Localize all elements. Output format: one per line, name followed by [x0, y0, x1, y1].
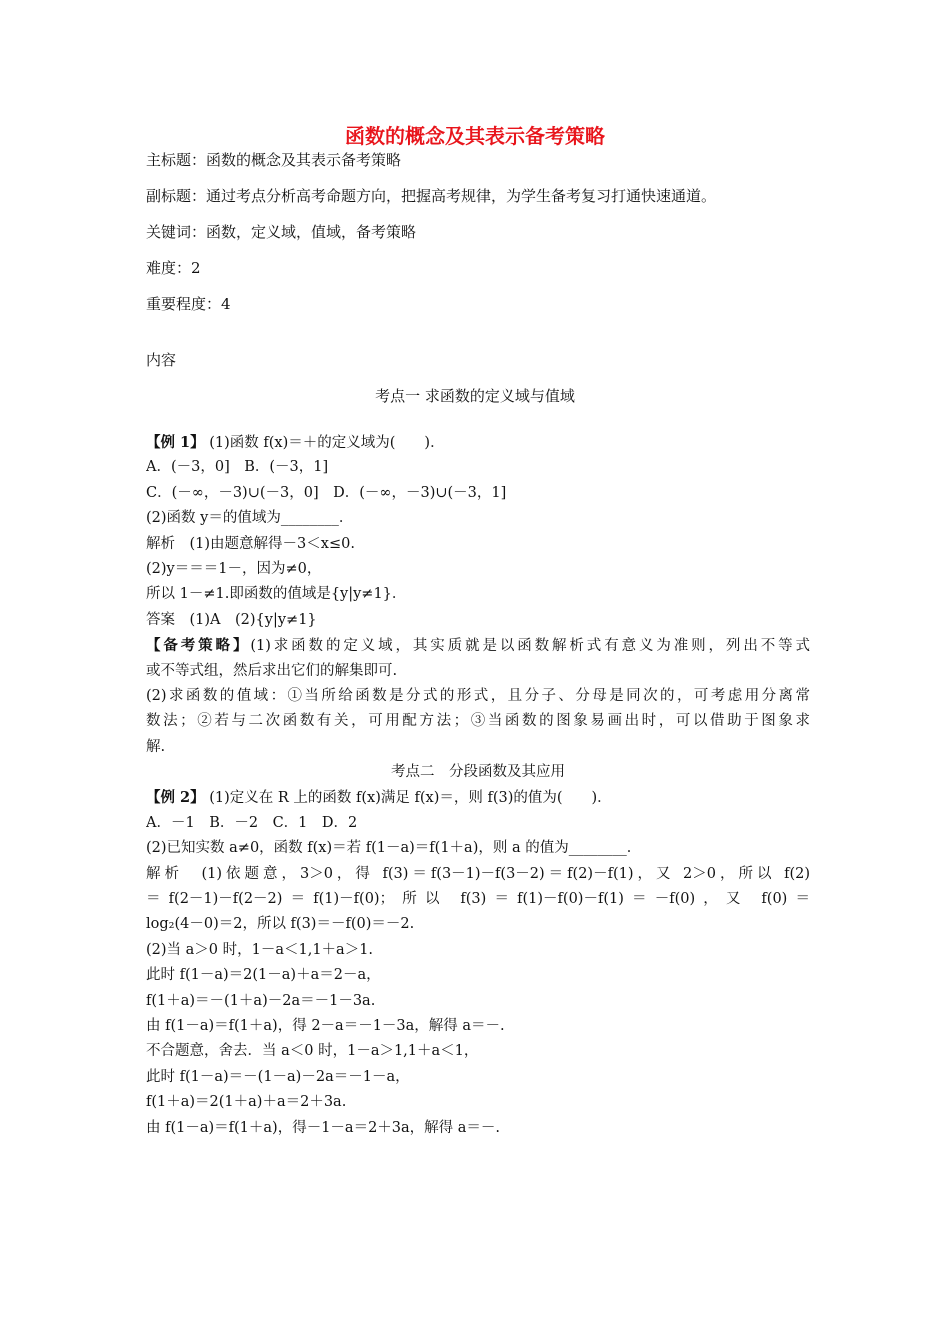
line-text: (2)当 a＞0 时，1－a＜1,1＋a＞1.: [146, 941, 374, 958]
line-text: C．(－∞，－3)∪(－3，0] D．(－∞，－3)∪(－3，1]: [146, 484, 507, 501]
meta-main-title: 主标题：函数的概念及其表示备考策略: [146, 151, 402, 169]
line-text: (2)函数 y＝的值域为________．: [146, 510, 354, 527]
line-text: 此时 f(1－a)＝2(1－a)＋a＝2－a，: [146, 967, 381, 984]
text-line: [146, 1090, 810, 1115]
line-text: 解.: [146, 738, 166, 755]
meta-difficulty: 难度：2: [146, 259, 201, 277]
line-text: (2)已知实数 a≠0，函数 f(x)＝若 f(1－a)＝f(1＋a)，则 a 的值为________．: [146, 840, 642, 857]
text-line: [146, 1039, 810, 1064]
line-text: 答案 (1)A (2){y|y≠1}: [146, 611, 317, 628]
text-line: [146, 709, 810, 734]
section-2-heading-row: [146, 760, 810, 785]
text-line: [146, 532, 810, 557]
text-line: [146, 887, 810, 912]
line-text: (2)求函数的值域：①当所给函数是分式的形式，且分子、分母是同次的，可考虑用分离常: [146, 687, 810, 704]
text-line: [146, 912, 810, 937]
text-line: [146, 811, 810, 836]
line-text: (2)y＝＝＝1－，因为≠0，: [146, 560, 322, 577]
meta-subtitle: 副标题：通过考点分析高考命题方向，把握高考规律，为学生备考复习打通快速通道。: [146, 187, 717, 205]
example-label: 【备考策略】: [146, 637, 251, 655]
example-label: 【例 2】: [146, 789, 205, 807]
line-text: A．－1 B．－2 C．1 D．2: [146, 814, 358, 831]
text-line: [146, 608, 810, 633]
meta-keywords: 关键词：函数，定义域，值域，备考策略: [146, 223, 417, 241]
line-text: A．(－3，0] B．(－3，1]: [146, 459, 329, 476]
text-line: [146, 633, 810, 658]
line-text: 数法；②若与二次函数有关，可用配方法；③当函数的图象易画出时，可以借助于图象求: [146, 713, 810, 730]
text-line: [146, 862, 810, 887]
text-line: [146, 1065, 810, 1090]
line-text: 由 f(1－a)＝f(1＋a)，得 2－a＝－1－3a，解得 a＝－.: [146, 1017, 505, 1034]
line-text: log₂(4－0)＝2，所以 f(3)＝－f(0)＝－2.: [146, 916, 415, 933]
text-line: [146, 506, 810, 531]
content-label: 内容: [146, 351, 177, 369]
line-text: 所以 1－≠1.即函数的值域是{y|y≠1}．: [146, 586, 407, 603]
line-text: 由 f(1－a)＝f(1＋a)，得－1－a＝2＋3a，解得 a＝－.: [146, 1119, 501, 1136]
text-line: [146, 481, 810, 506]
text-line: [146, 684, 810, 709]
text-line: [146, 785, 810, 810]
text-line: [146, 836, 810, 861]
line-text: 此时 f(1－a)＝－(1－a)－2a＝－1－a，: [146, 1068, 410, 1085]
text-line: [146, 430, 810, 455]
text-line: [146, 557, 810, 582]
line-text: 或不等式组，然后求出它们的解集即可.: [146, 662, 398, 679]
section-heading-1: 考点一 求函数的定义域与值域: [375, 387, 575, 405]
text-line: [146, 1116, 810, 1141]
text-line: [146, 1014, 810, 1039]
text-line: [146, 582, 810, 607]
line-text: 解析 (1)依题意，3＞0，得 f(3)＝f(3－1)－f(3－2)＝f(2)－f(1)，又 2＞0，所以 f(2): [146, 865, 810, 882]
text-line: [146, 989, 810, 1014]
line-text: f(1＋a)＝－(1＋a)－2a＝－1－3a.: [146, 992, 376, 1009]
text-line: [146, 963, 810, 988]
section-1-content: [146, 430, 810, 760]
section-2-content: [146, 785, 810, 1140]
line-text: f(1＋a)＝2(1＋a)＋a＝2＋3a.: [146, 1094, 347, 1111]
section-heading-2: 考点二 分段函数及其应用: [391, 764, 565, 781]
line-text: (1)函数 f(x)＝＋的定义域为( )．: [204, 435, 445, 451]
line-text: 不合题意，舍去．当 a＜0 时，1－a＞1,1＋a＜1，: [146, 1043, 479, 1060]
meta-importance: 重要程度：4: [146, 295, 231, 313]
text-line: [146, 455, 810, 480]
text-line: [146, 735, 810, 760]
line-text: ＝f(2－1)－f(2－2)＝f(1)－f(0)；所以 f(3)＝f(1)－f(0)－f(1)＝－f(0)，又 f(0)＝: [146, 891, 810, 908]
line-text: 解析 (1)由题意解得－3＜x≤0.: [146, 535, 355, 552]
text-line: [146, 938, 810, 963]
example-label: 【例 1】: [146, 434, 205, 451]
text-line: [146, 659, 810, 684]
document-body: [146, 430, 810, 1141]
document-title: 函数的概念及其表示备考策略: [345, 124, 605, 148]
line-text: (1)求函数的定义域，其实质就是以函数解析式有意义为准则，列出不等式: [250, 638, 810, 655]
line-text: (1)定义在 R 上的函数 f(x)满足 f(x)＝，则 f(3)的值为( )．: [204, 790, 612, 807]
